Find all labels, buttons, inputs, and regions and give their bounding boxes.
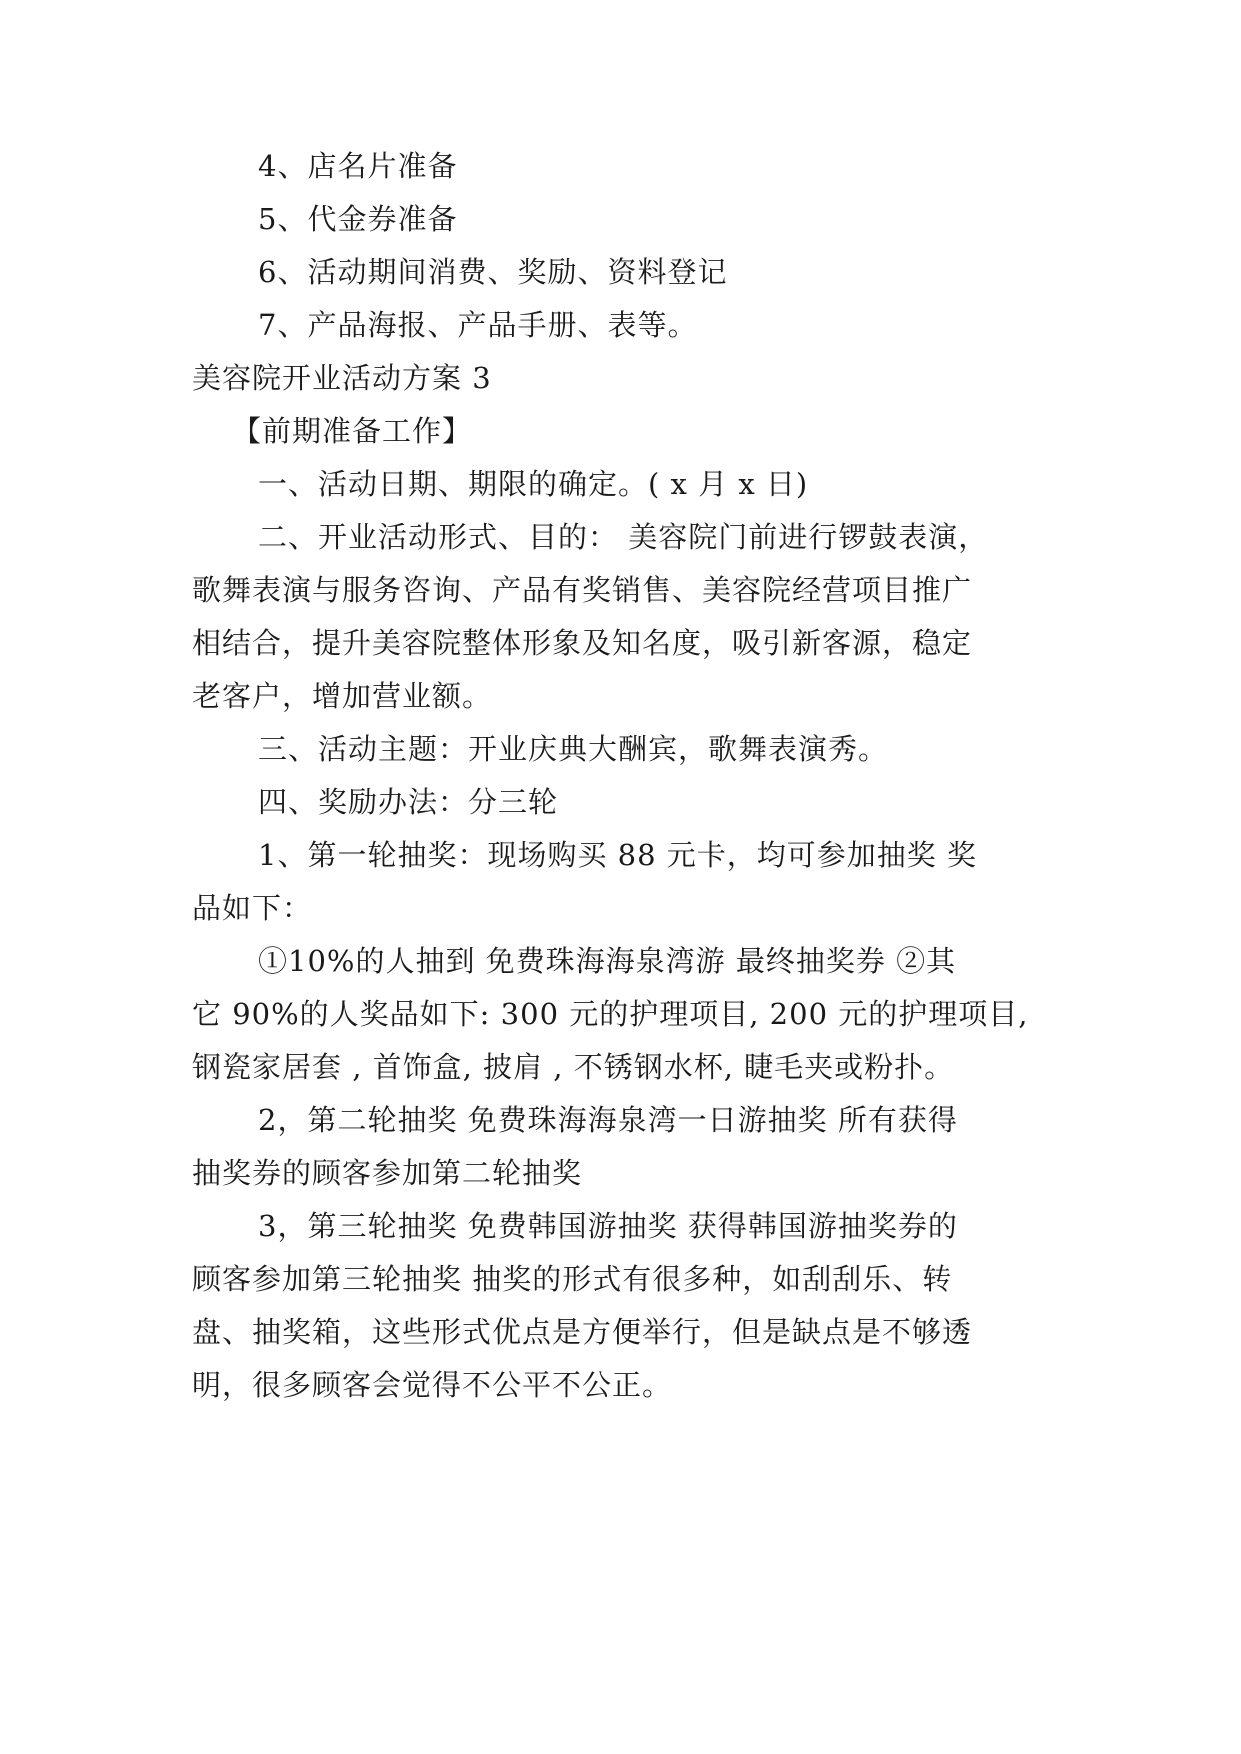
round-3-line-1: 3，第三轮抽奖 免费韩国游抽奖 获得韩国游抽奖券的 xyxy=(258,1209,958,1243)
item-4-rewards: 四、奖励办法：分三轮 xyxy=(258,785,559,819)
item-2-line-3: 相结合，提升美容院整体形象及知名度，吸引新客源，稳定 xyxy=(192,626,973,660)
prizes-line-2: 它 90%的人奖品如下: 300 元的护理项目, 200 元的护理项目, xyxy=(192,997,1029,1031)
item-2-line-4: 老客户，增加营业额。 xyxy=(192,679,493,713)
round-3-line-3: 盘、抽奖箱，这些形式优点是方便举行，但是缺点是不够透 xyxy=(192,1315,973,1349)
round-2-line-1: 2，第二轮抽奖 免费珠海海泉湾一日游抽奖 所有获得 xyxy=(258,1103,958,1137)
round-1-line-2: 品如下： xyxy=(192,891,313,925)
item-3-theme: 三、活动主题：开业庆典大酬宾，歌舞表演秀。 xyxy=(258,732,889,766)
item-2-line-1: 二、开业活动形式、目的： 美容院门前进行锣鼓表演， xyxy=(258,520,989,554)
item-2-line-2: 歌舞表演与服务咨询、产品有奖销售、美容院经营项目推广 xyxy=(192,573,973,607)
prizes-line-3: 钢瓷家居套 , 首饰盒, 披肩 , 不锈钢水杯, 睫毛夹或粉扑。 xyxy=(192,1050,955,1084)
prep-heading: 【前期准备工作】 xyxy=(232,414,473,448)
round-2-line-2: 抽奖券的顾客参加第二轮抽奖 xyxy=(192,1156,583,1190)
item-1-date: 一、活动日期、期限的确定。( x 月 x 日) xyxy=(258,467,809,501)
prizes-line-1: ①10%的人抽到 免费珠海海泉湾游 最终抽奖券 ②其 xyxy=(258,944,957,978)
list-item-7: 7、产品海报、产品手册、表等。 xyxy=(258,308,698,342)
list-item-5: 5、代金券准备 xyxy=(258,202,458,236)
round-1-line-1: 1、第一轮抽奖：现场购买 88 元卡，均可参加抽奖 奖 xyxy=(258,838,978,872)
list-item-4: 4、店名片准备 xyxy=(258,149,458,183)
list-item-6: 6、活动期间消费、奖励、资料登记 xyxy=(258,255,728,289)
round-3-line-2: 顾客参加第三轮抽奖 抽奖的形式有很多种，如刮刮乐、转 xyxy=(192,1262,953,1296)
round-3-line-4: 明，很多顾客会觉得不公平不公正。 xyxy=(192,1368,673,1402)
section-title: 美容院开业活动方案 3 xyxy=(192,361,492,395)
